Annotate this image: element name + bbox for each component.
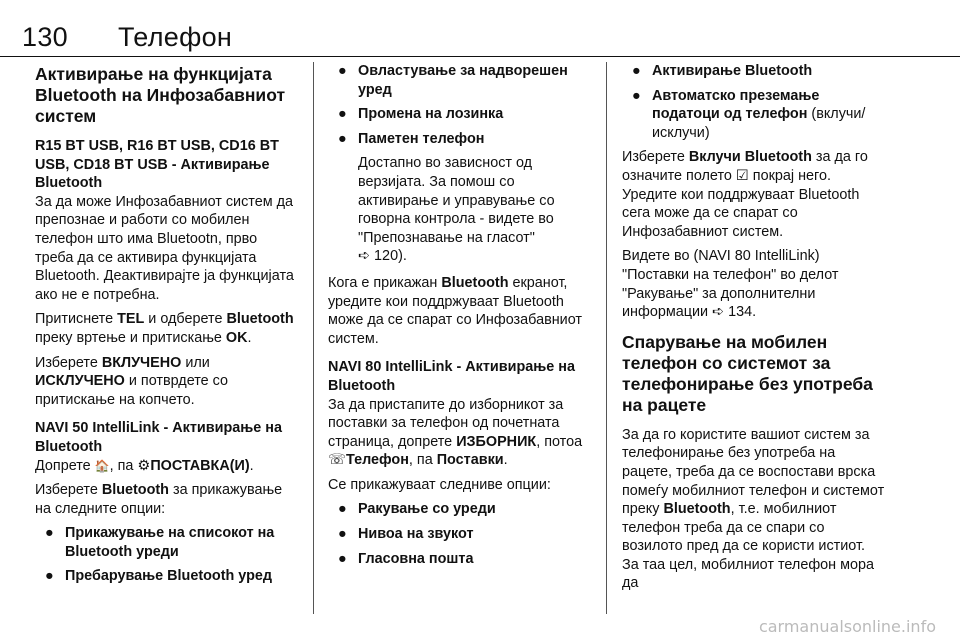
column-1 xyxy=(35,62,297,592)
column-3 xyxy=(622,62,885,599)
paragraph-touch-settings: Допрете 🏠, па ⚙ПОСТАВКА(И). xyxy=(35,457,254,474)
paragraph-select-bluetooth: Изберете Bluetooth за прикажување на следните опции: xyxy=(35,482,283,517)
paragraph-intro: За да може Инфозабавниот систем да препознае и работи со мобилен телефон што има Bluetootn, прво треба да се активира функцијата Bluetooth. Деактивирајте ја функцијата ако не е потребна. xyxy=(35,193,294,303)
list-item: ● Прикажување на списокот на Bluetooth уреди xyxy=(45,525,275,560)
watermark: carmanualsonline.info xyxy=(758,617,936,636)
list-item: ● Нивоа на звукот xyxy=(338,526,474,543)
list-item: ● Активирање Bluetooth xyxy=(632,63,813,79)
list-item: ● Гласовна пошта xyxy=(338,550,474,567)
paragraph-access-settings: За да пристапите до изборникот за поставки за телефон од почетната страница, допрете ИЗБОРНИК, потоа ☏Телефон, па Поставки. xyxy=(328,396,583,469)
page-number: 130 xyxy=(22,22,68,52)
subheading-navi80: NAVI 80 IntelliLink - Активирање на Bluetooth xyxy=(328,359,575,394)
page-title: Телефон xyxy=(118,22,233,52)
list-item: ● Паметен телефон xyxy=(338,130,485,147)
section-heading-pairing: Спарување на мобилен телефон со системот за телефонирање без употреба на рацете xyxy=(622,331,873,415)
home-icon: 🏠 xyxy=(94,458,110,473)
options-list-4 xyxy=(622,62,885,142)
list-item: ● Овластување за надворешен уред xyxy=(338,63,568,98)
column-2 xyxy=(328,62,591,574)
list-item: ● Ракување со уреди xyxy=(338,501,496,518)
smartphone-note: Достапно во зависност од верзијата. За помош со активирање и управување со говорна контрола - видете во "Препознавање на гласот" ➪ 120). xyxy=(358,155,555,265)
paragraph-press-tel: Притиснете TEL и одберете Bluetooth преку вртење и притискање OK. xyxy=(35,311,294,346)
list-item: ● Промена на лозинка xyxy=(338,106,504,123)
paragraph-bluetooth-screen: Кога е прикажан Bluetooth екранот, уредите кои поддржуваат Bluetooth може да се спарат со Инфозабавниот систем. xyxy=(328,274,582,347)
paragraph-select-on-off: Изберете ВКЛУЧЕНО или ИСКЛУЧЕНО и потврдете со притискање на копчето. xyxy=(35,354,229,408)
paragraph-enable-bluetooth: Изберете Вклучи Bluetooth за да го означите полето ☑ покрај него. Уредите кои поддржуваат Bluetooth сега може да се спарат со Инфозабавниот систем. xyxy=(622,149,868,240)
subheading-r15-cd18: R15 BT USB, R16 BT USB, CD16 BT USB, CD18 BT USB - Активирање Bluetooth xyxy=(35,138,279,192)
list-item: ● Пребарување Bluetooth уред xyxy=(45,568,273,585)
paragraph-options-shown: Се прикажуваат следниве опции: xyxy=(328,476,551,493)
column-divider-1 xyxy=(313,62,314,614)
list-item: ● Автоматско преземање податоци од телефон (вклучи/ исклучи) xyxy=(632,87,866,141)
options-list-1 xyxy=(35,524,297,586)
paragraph-see-settings: Видете во (NAVI 80 IntelliLink) "Поставки на телефон" во делот "Ракување" за дополнителни информации ➪ 134. xyxy=(622,248,839,321)
subheading-navi50: NAVI 50 IntelliLink - Активирање на Bluetooth xyxy=(35,420,282,455)
options-list-2 xyxy=(328,62,591,148)
options-list-3 xyxy=(328,500,591,568)
column-divider-2 xyxy=(606,62,607,614)
page-header xyxy=(22,4,952,54)
header-rule xyxy=(0,56,960,57)
paragraph-pairing-intro: За да го користите вашиот систем за телефонирање без употреба на рацете, треба да се воспостави врска помеѓу мобилниот телефон и системот преку Bluetooth, т.е. мобилниот телефон треба да се спари со возилото пред да се користи истиот. За таа цел, мобилниот телефон мора да xyxy=(622,426,885,592)
section-heading-bluetooth-activation: Активирање на функцијата Bluetooth на Инфозабавниот систем xyxy=(35,64,286,126)
